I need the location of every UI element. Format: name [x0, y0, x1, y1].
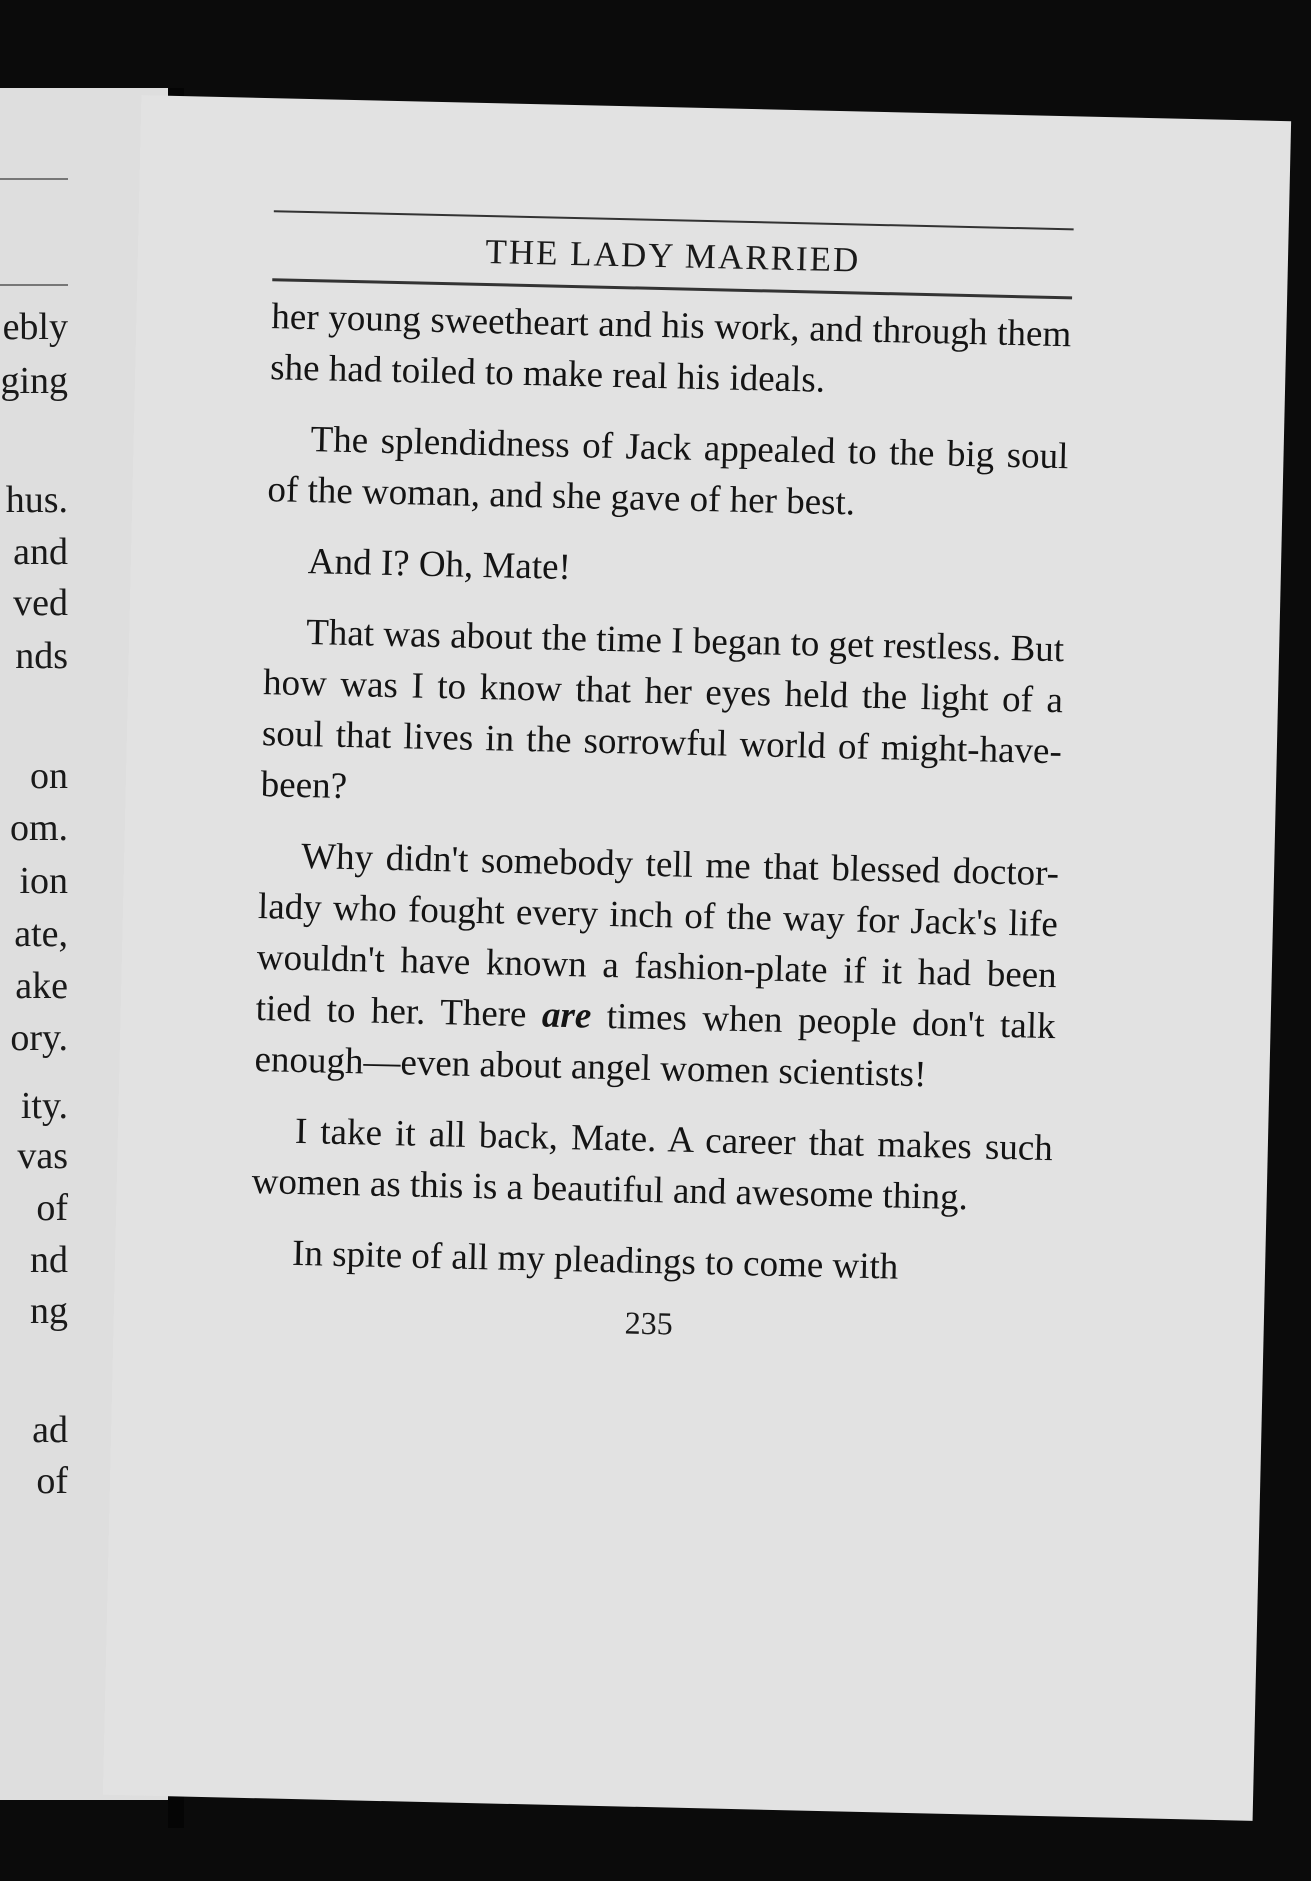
left-page-line: nd: [30, 1239, 68, 1281]
left-page-line: ebly: [2, 306, 68, 348]
left-page-line: ake: [15, 965, 68, 1007]
left-page-line: and: [13, 531, 68, 573]
left-page-line: ory.: [10, 1017, 68, 1059]
paragraph: And I? Oh, Mate!: [307, 541, 572, 589]
emphasis-word: are: [541, 994, 592, 1037]
header-rule-top: [274, 210, 1074, 230]
page-text-block: [248, 210, 1073, 1351]
book-page: [103, 95, 1291, 1821]
left-page-line: ad: [32, 1409, 68, 1451]
left-page-line: of: [36, 1460, 68, 1502]
page-number: 235: [624, 1304, 674, 1342]
paragraph: The splendidness of Jack appealed to the big soul of the woman, and she gave of her best.: [267, 419, 1069, 524]
paragraph-text: times when people don't talk enough—even about angel women scientists!: [254, 995, 1056, 1096]
left-page-line: hus.: [5, 479, 68, 521]
left-page-line: ging: [0, 360, 68, 402]
left-page-line: of: [36, 1187, 68, 1229]
left-page-line: ate,: [14, 913, 68, 955]
left-page-line: vas: [17, 1135, 68, 1177]
left-page-line: ved: [13, 582, 68, 624]
paragraph: In spite of all my pleadings to come with: [291, 1232, 899, 1288]
left-page-line: ion: [19, 860, 68, 902]
running-head: THE LADY MARRIED: [485, 232, 861, 280]
paragraph: her young sweetheart and his work, and through them she had toiled to make real his ideals.: [269, 296, 1072, 401]
left-page-rule-top: [0, 178, 68, 180]
paragraph: [254, 830, 1060, 1103]
left-page-line: om.: [9, 807, 68, 849]
left-page-rule-bottom: [0, 284, 68, 286]
left-page-line: on: [30, 755, 68, 797]
paragraph: I take it all back, Mate. A career that makes such women as this is a beautiful and awesome thing.: [251, 1110, 1054, 1219]
left-page-line: ng: [30, 1290, 68, 1332]
paragraph-text: Why didn't somebody tell me that blessed doctor-lady who fought every inch of the way for Jack's life wouldn't have known a fashion-plate if it had been tied to her. There: [255, 835, 1060, 1036]
left-page-line: nds: [15, 635, 68, 677]
left-page-line: ity.: [20, 1085, 68, 1127]
paragraph: That was about the time I began to get restless. But how was I to know that her eyes held the light of a soul that lives in the sorrowful world of might-have-been?: [260, 612, 1065, 808]
